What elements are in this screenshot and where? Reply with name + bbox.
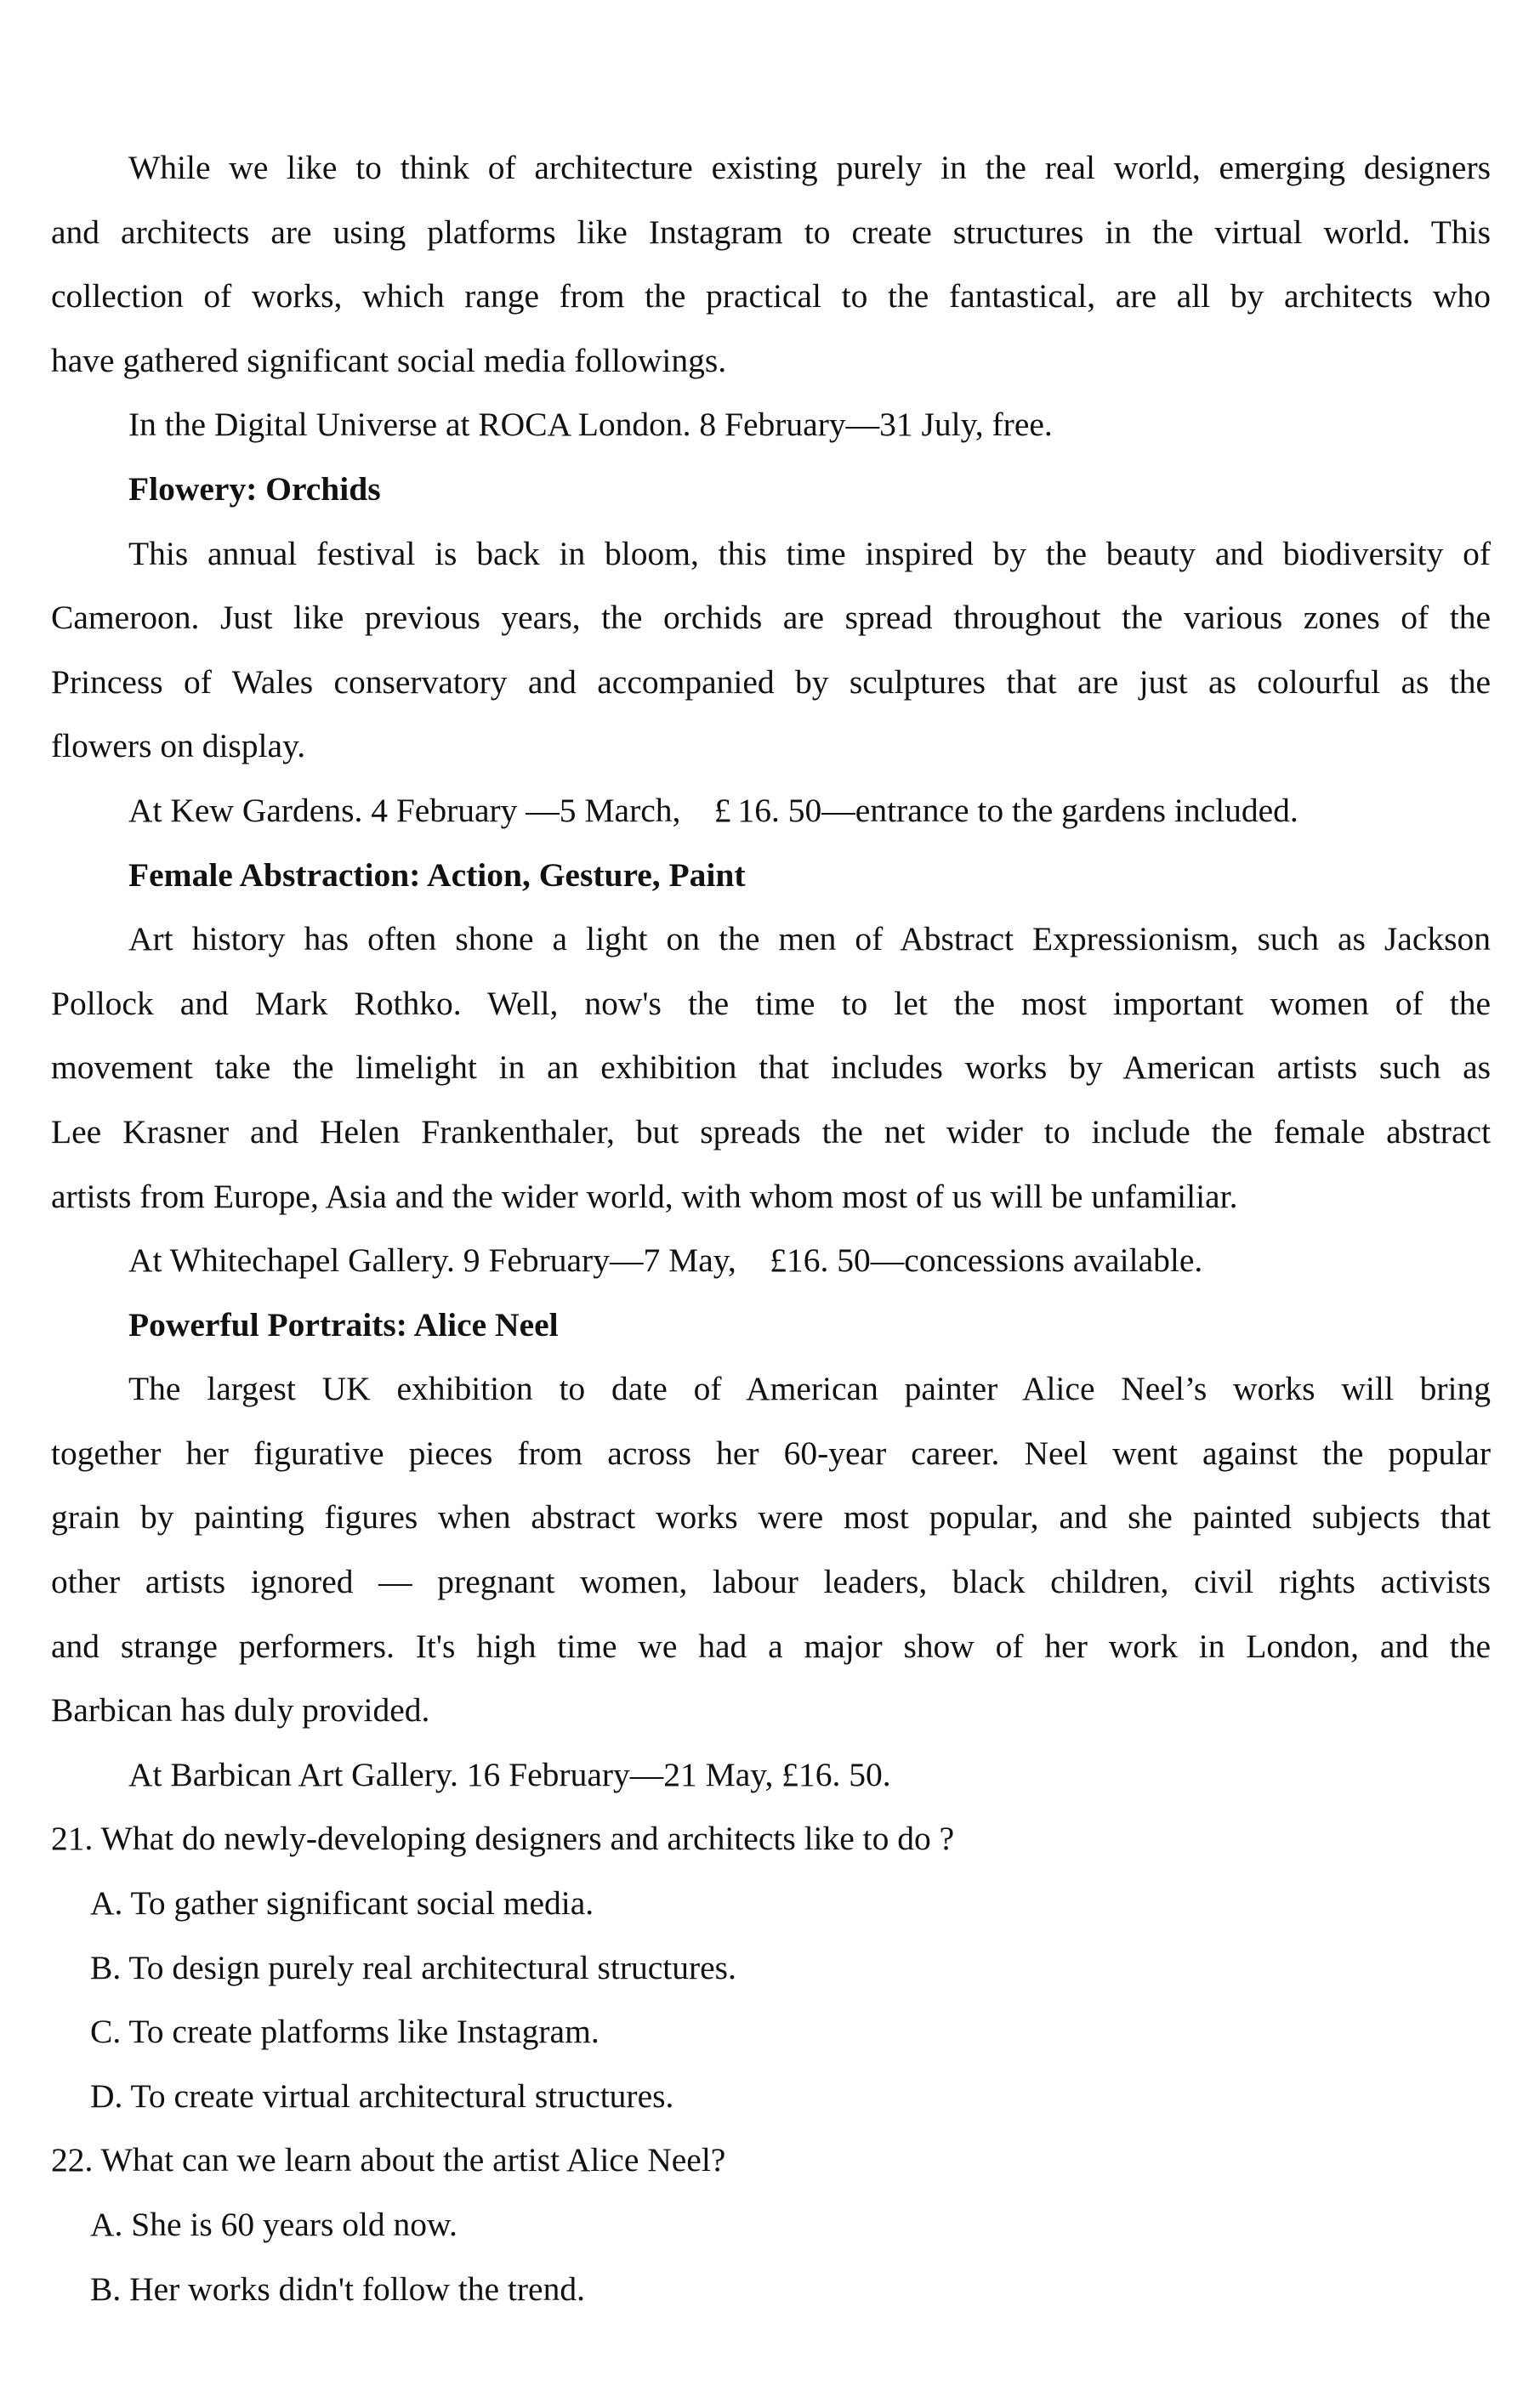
- venue-line: At Whitechapel Gallery. 9 February—7 May, £16. 50—concessions available.: [128, 1241, 1203, 1280]
- paragraph-line: together her figurative pieces from across her 60-year career. Neel went against the popular: [51, 1434, 1491, 1472]
- answer-option[interactable]: A. To gather significant social media.: [90, 1884, 594, 1923]
- question-stem: 21. What do newly-developing designers and architects like to do ?: [51, 1820, 955, 1858]
- paragraph-line: artists from Europe, Asia and the wider world, with whom most of us will be unfamiliar.: [51, 1177, 1238, 1215]
- question-21: [51, 1807, 1491, 2128]
- paragraph-line: The largest UK exhibition to date of American painter Alice Neel’s works will bring: [128, 1370, 1491, 1408]
- abstraction-section: [51, 844, 1491, 1293]
- paragraph-line: While we like to think of architecture existing purely in the real world, emerging designers: [128, 149, 1491, 186]
- exam-page: [51, 136, 1491, 2321]
- answer-option[interactable]: A. She is 60 years old now.: [90, 2206, 457, 2243]
- venue-line: In the Digital Universe at ROCA London. 8 February—31 July, free.: [128, 406, 1053, 444]
- paragraph-line: Cameroon. Just like previous years, the orchids are spread throughout the various zones of the: [51, 599, 1491, 637]
- paragraph-line: collection of works, which range from the practical to the fantastical, are all by architects who: [51, 277, 1491, 315]
- neel-section: [51, 1293, 1491, 1808]
- intro-paragraph: [51, 136, 1491, 457]
- section-heading: Powerful Portraits: Alice Neel: [128, 1305, 559, 1344]
- venue-line: At Barbican Art Gallery. 16 February—21 May, £16. 50.: [128, 1755, 891, 1793]
- paragraph-line: flowers on display.: [51, 727, 306, 765]
- section-heading: Flowery: Orchids: [128, 469, 381, 508]
- answer-option[interactable]: C. To create platforms like Instagram.: [90, 2013, 600, 2051]
- paragraph-line: Art history has often shone a light on the men of Abstract Expressionism, such as Jackson: [128, 920, 1491, 958]
- answer-option[interactable]: B. To design purely real architectural structures.: [90, 1948, 736, 1986]
- paragraph-line: Pollock and Mark Rothko. Well, now's the time to let the most important women of the: [51, 984, 1491, 1022]
- orchids-section: [51, 457, 1491, 844]
- paragraph-line: have gathered significant social media followings.: [51, 341, 727, 379]
- question-stem: 22. What can we learn about the artist Alice Neel?: [51, 2141, 726, 2179]
- answer-option[interactable]: D. To create virtual architectural structures.: [90, 2076, 674, 2115]
- paragraph-line: other artists ignored — pregnant women, labour leaders, black children, civil rights activists: [51, 1563, 1491, 1601]
- answer-option[interactable]: B. Her works didn't follow the trend.: [90, 2270, 585, 2308]
- paragraph-line: grain by painting figures when abstract works were most popular, and she painted subjects that: [51, 1498, 1491, 1537]
- paragraph-line: This annual festival is back in bloom, this time inspired by the beauty and biodiversity of: [128, 534, 1491, 572]
- paragraph-line: and architects are using platforms like Instagram to create structures in the virtual world. This: [51, 213, 1491, 251]
- paragraph-line: Princess of Wales conservatory and accompanied by sculptures that are just as colourful as the: [51, 662, 1491, 701]
- section-heading: Female Abstraction: Action, Gesture, Paint: [128, 855, 746, 894]
- venue-line: At Kew Gardens. 4 February —5 March, £ 16. 50—entrance to the gardens included.: [128, 791, 1298, 829]
- question-22: [51, 2128, 1491, 2321]
- paragraph-line: movement take the limelight in an exhibition that includes works by American artists such as: [51, 1048, 1491, 1087]
- paragraph-line: Barbican has duly provided.: [51, 1691, 430, 1730]
- paragraph-line: and strange performers. It's high time we had a major show of her work in London, and the: [51, 1627, 1491, 1665]
- paragraph-line: Lee Krasner and Helen Frankenthaler, but spreads the net wider to include the female abstract: [51, 1112, 1491, 1150]
